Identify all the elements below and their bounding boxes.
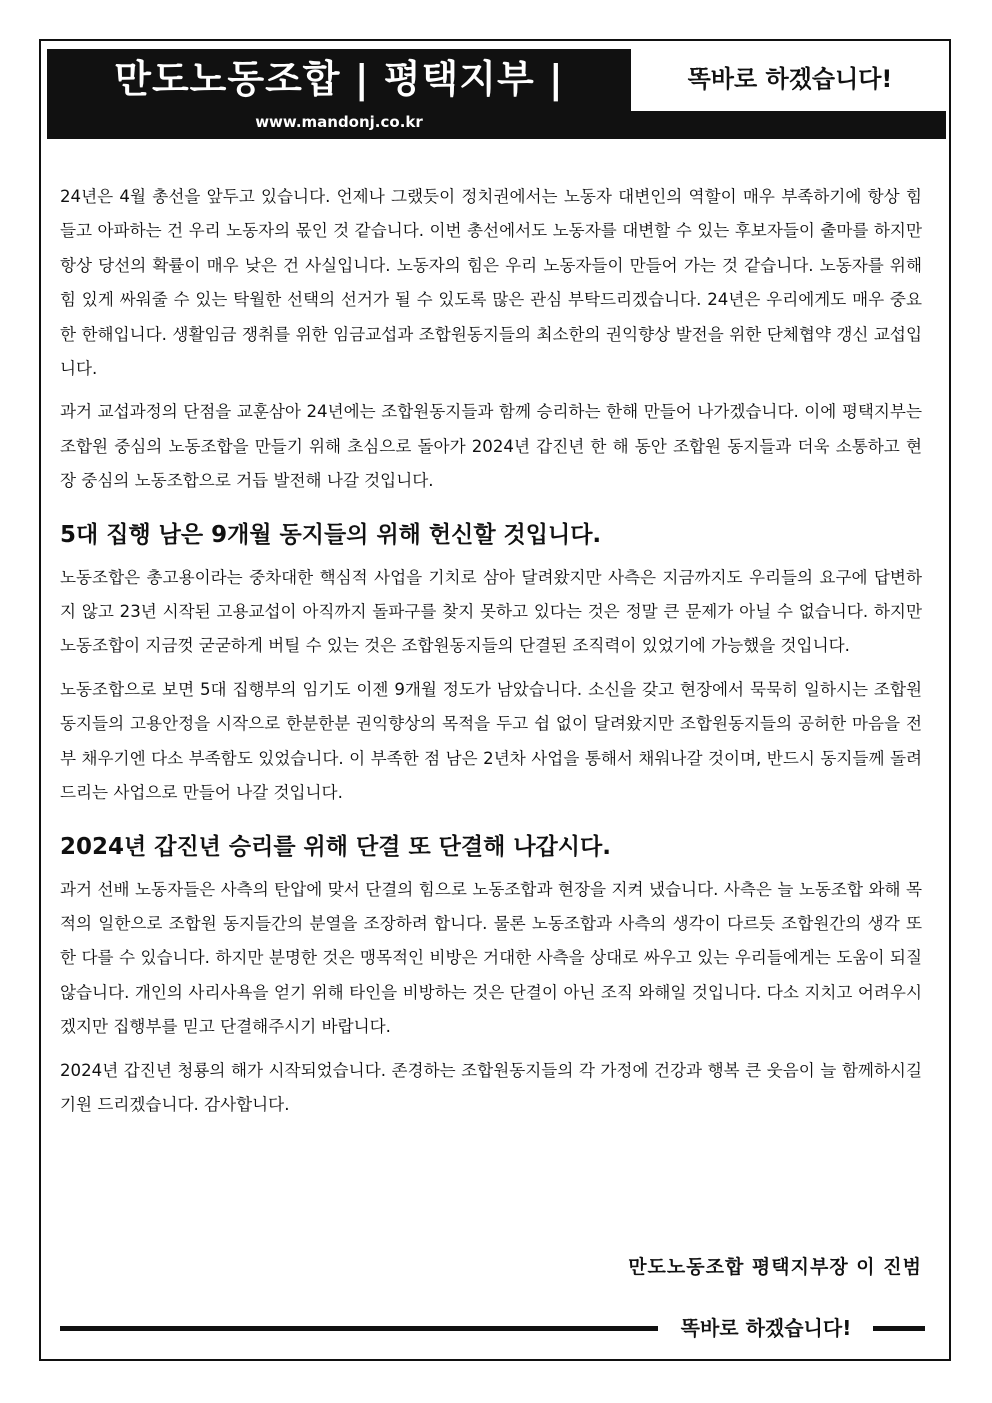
- section-heading: 5대 집행 남은 9개월 동지들의 위해 헌신할 것입니다.: [60, 521, 602, 548]
- intro-paragraph: 24년은 4월 총선을 앞두고 있습니다. 언제나 그랬듯이 정치권에서는 노동자 대변인의 역할이 매우 부족하기에 항상 힘들고 아파하는 건 우리 노동자의 몫인 것 같습니다. 이번 총선에서도 노동자를 대변할 수 있는 후보자들이 출마를 하지만 항상 당선의 확률이 매우 낮은 건 사실입니다. 노동자의 힘은 우리 노동자들이 만들어 가는 것 같습니다. 노동자를 위해 힘 있게 싸워줄 수 있는 탁월한 선택의 선거가 될 수 있도록 많은 관심 부탁드리겠습니다. 24년은 우리에게도 매우 중요한 한해입니다. 생활임금 쟁취를 위한 임금교섭과 조합원동지들의 최소한의 권익향상 발전을 위한 단체협약 갱신 교섭입니다.: [60, 187, 922, 379]
- section-heading: 2024년 갑진년 승리를 위해 단결 또 단결해 나갑시다.: [60, 833, 611, 860]
- section-paragraph: 2024년 갑진년 청룡의 해가 시작되었습니다. 존경하는 조합원동지들의 각 가정에 건강과 행복 큰 웃음이 늘 함께하시길 기원 드리겠습니다. 감사합니다.: [60, 1060, 922, 1114]
- signature: 만도노동조합 평택지부장 이 진범: [628, 1256, 922, 1278]
- union-title: 만도노동조합 | 평택지부 |: [114, 57, 564, 101]
- letter-body: [60, 180, 922, 1131]
- intro-paragraph: 과거 교섭과정의 단점을 교훈삼아 24년에는 조합원동지들과 함께 승리하는 한해 만들어 나가겠습니다. 이에 평택지부는 조합원 중심의 노동조합을 만들기 위해 초심으로 돌아가 2024년 갑진년 한 해 동안 조합원 동지들과 더욱 소통하고 현장 중심의 노동조합으로 거듭 발전해 나갈 것입니다.: [60, 402, 922, 491]
- footer-slogan: 똑바로 하겠습니다!: [680, 1316, 852, 1340]
- footer-rule-right: [873, 1326, 925, 1331]
- website-url: www.mandonj.co.kr: [255, 113, 423, 131]
- footer-rule-left: [60, 1326, 658, 1331]
- section-paragraph: 노동조합으로 보면 5대 집행부의 임기도 이젠 9개월 정도가 남았습니다. 소신을 갖고 현장에서 묵묵히 일하시는 조합원동지들의 고용안정을 시작으로 한분한분 권익향상의 목적을 두고 쉽 없이 달려왔지만 조합원동지들의 공허한 마음을 전부 채우기엔 다소 부족함도 있었습니다. 이 부족한 점 남은 2년차 사업을 통해서 채워나갈 것이며, 반드시 동지들께 돌려드리는 사업으로 만들어 나갈 것입니다.: [60, 679, 922, 803]
- section-paragraph: 노동조합은 총고용이라는 중차대한 핵심적 사업을 기치로 삼아 달려왔지만 사측은 지금까지도 우리들의 요구에 답변하지 않고 23년 시작된 고용교섭이 아직까지 돌파구를 찾지 못하고 있다는 것은 정말 큰 문제가 아닐 수 없습니다. 하지만 노동조합이 지금껏 굳굳하게 버틸 수 있는 것은 조합원동지들의 단결된 조직력이 있었기에 가능했을 것입니다.: [60, 567, 922, 656]
- section-paragraph: 과거 선배 노동자들은 사측의 탄압에 맞서 단결의 힘으로 노동조합과 현장을 지켜 냈습니다. 사측은 늘 노동조합 와해 목적의 일한으로 조합원 동지들간의 분열을 조장하려 합니다. 물론 노동조합과 사측의 생각이 다르듯 조합원간의 생각 또한 다를 수 있습니다. 하지만 분명한 것은 맹목적인 비방은 거대한 사측을 상대로 싸우고 있는 우리들에게는 도움이 되질 않습니다. 개인의 사리사욕을 얻기 위해 타인을 비방하는 것은 단결이 아닌 조직 와해일 것입니다. 다소 지치고 어려우시겠지만 집행부를 믿고 단결해주시기 바랍니다.: [60, 879, 922, 1037]
- header-slogan: 똑바로 하겠습니다!: [687, 65, 893, 93]
